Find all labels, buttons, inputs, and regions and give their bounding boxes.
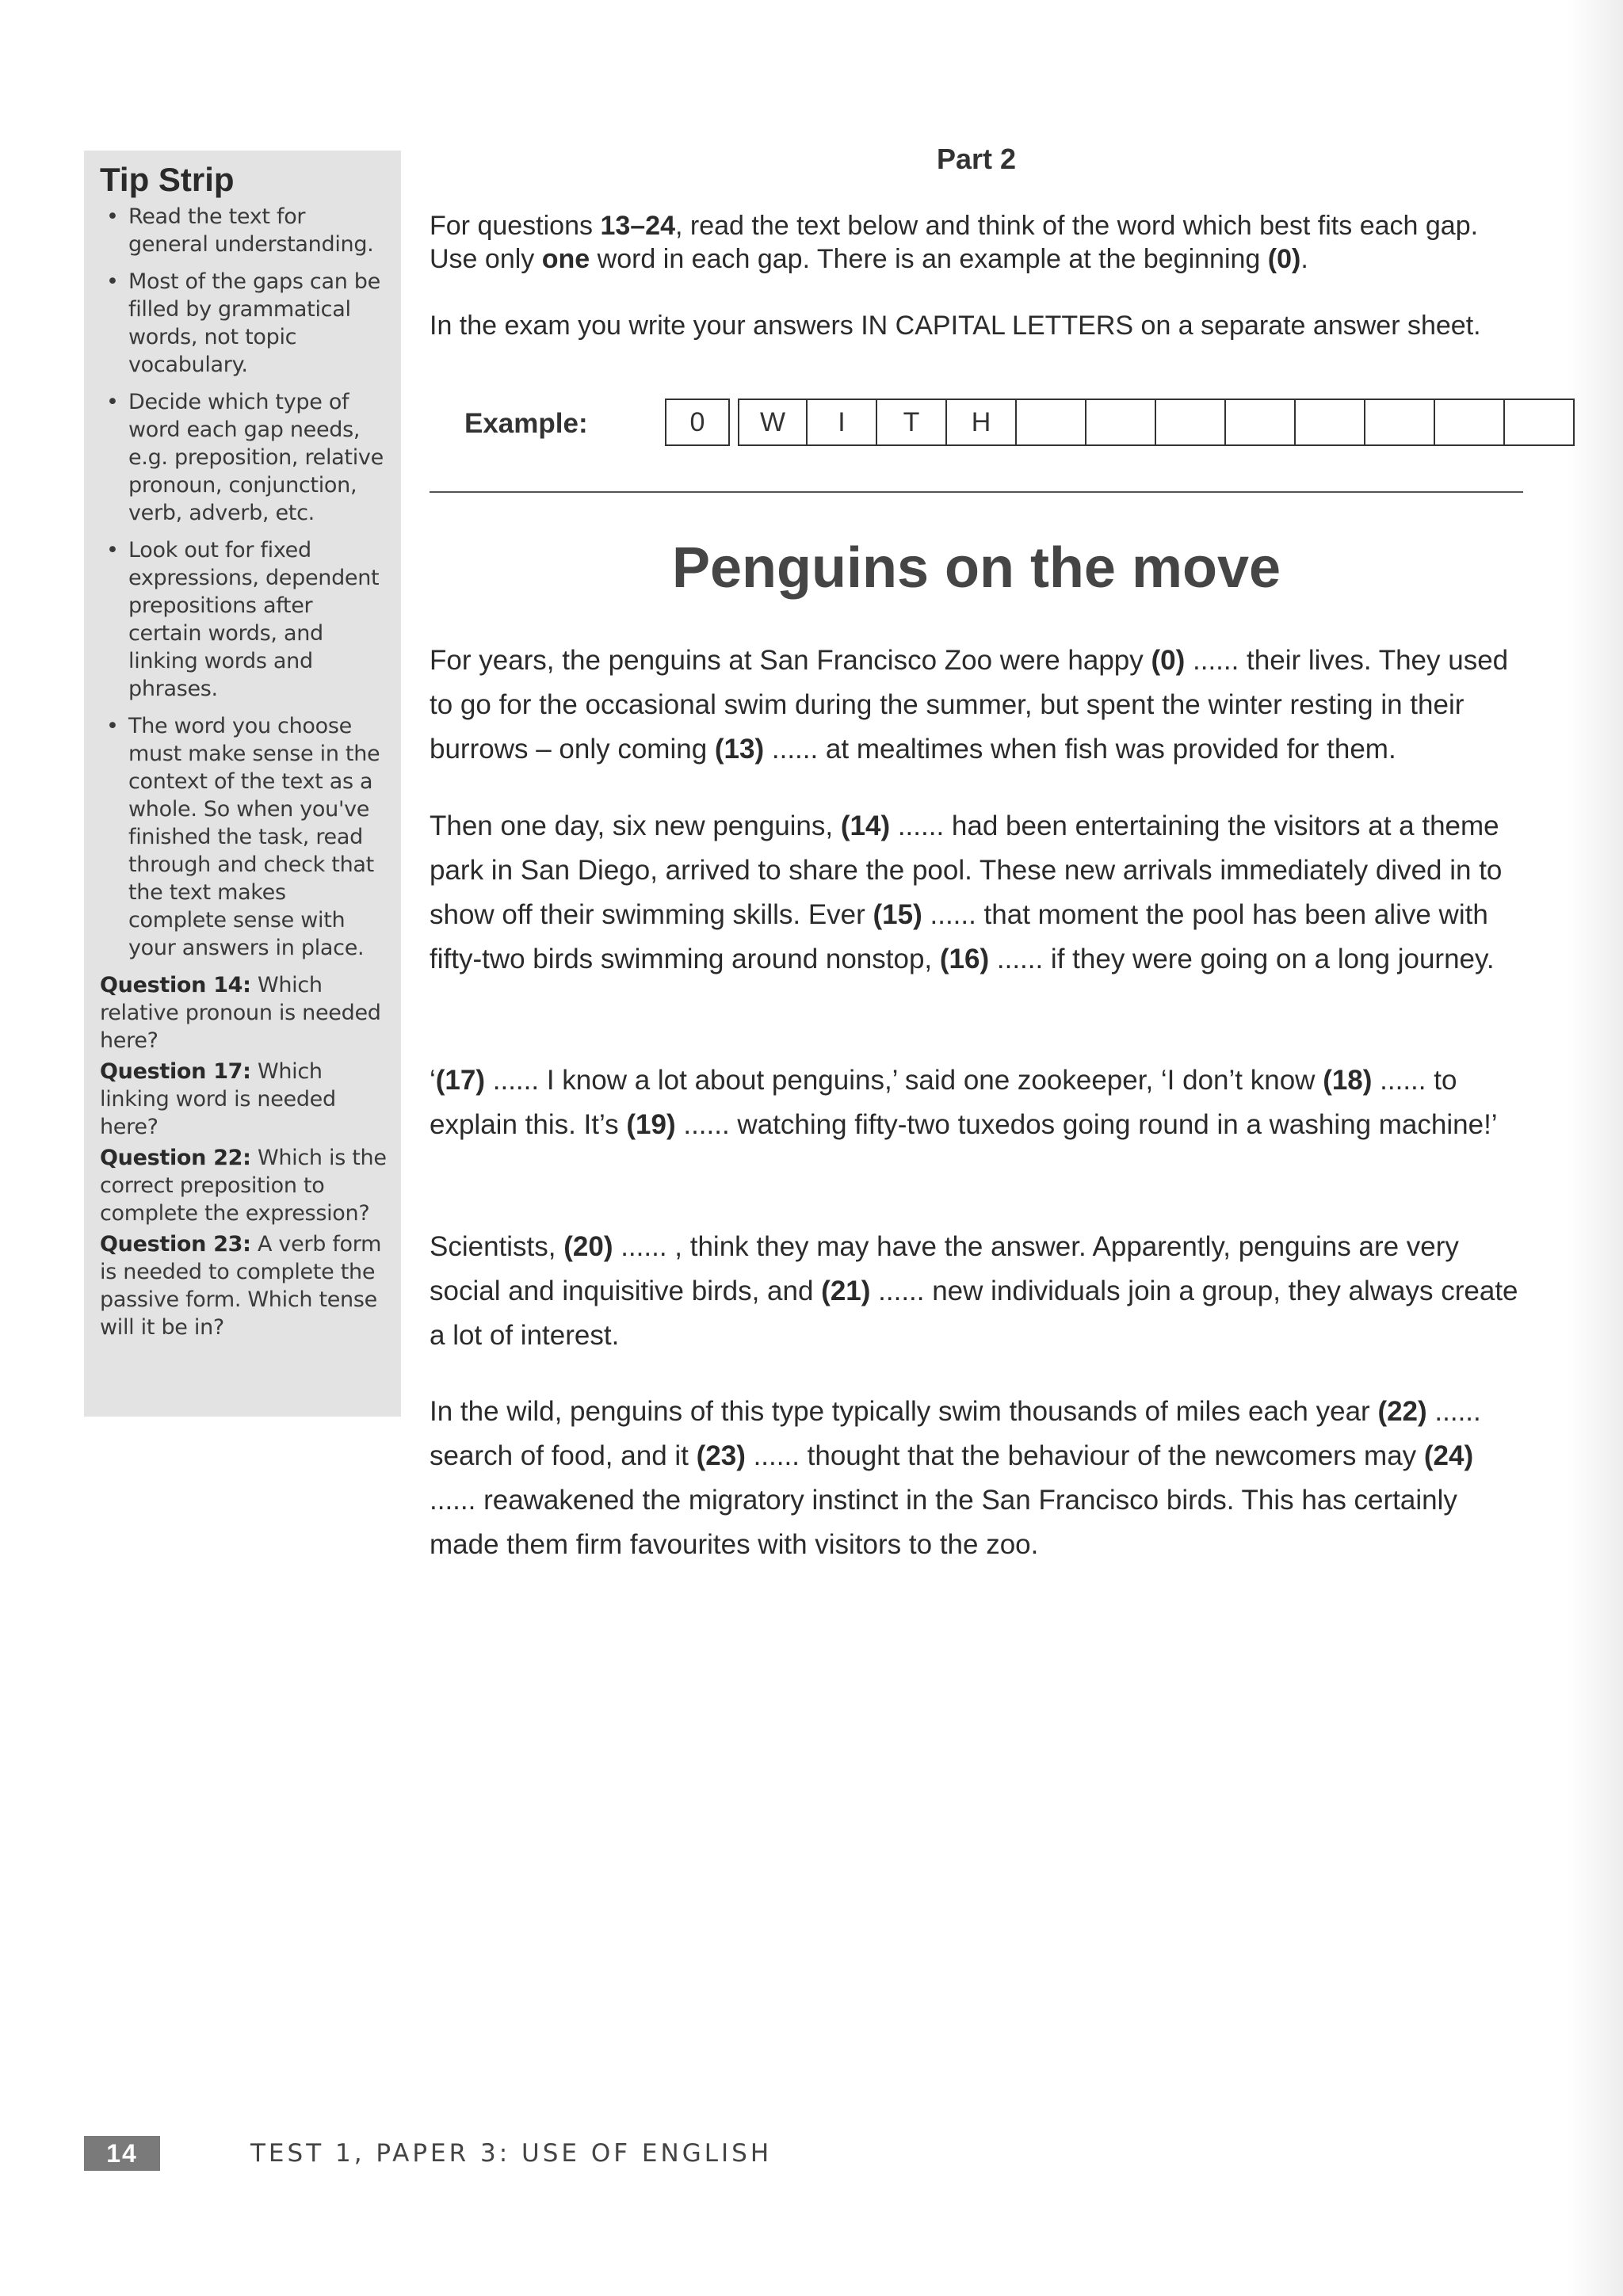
example-letter-box: [1296, 399, 1365, 446]
example-letter-box: H: [947, 399, 1017, 446]
page-edge-shade: [1568, 0, 1623, 2296]
page-number: 14: [84, 2136, 160, 2171]
tip-question-17: Question 17: Which linking word is needed here?: [100, 1059, 336, 1140]
bullet-icon: •: [106, 269, 119, 295]
tip-item: • Decide which type of word each gap needs, e.g. preposition, relative pronoun, conjunction, verb, adverb, etc.: [106, 390, 384, 526]
section-divider: [430, 491, 1523, 493]
example-letter-box: [1156, 399, 1226, 446]
example-letter-box: T: [877, 399, 947, 446]
tip-item: • The word you choose must make sense in the context of the text as a whole. So when you've finished the task, read through and check that the text makes complete sense with your answers in place.: [106, 714, 380, 961]
tip-item: • Most of the gaps can be filled by grammatical words, not topic vocabulary.: [106, 269, 380, 378]
example-label: Example:: [464, 408, 588, 439]
tip-question-22: Question 22: Which is the correct preposition to complete the expression?: [100, 1146, 387, 1226]
bullet-icon: •: [106, 204, 119, 230]
instructions-paragraph: For questions 13–24, read the text below and think of the word which best fits each gap. Use only one word in each gap. There is an example at the beginning (0).: [430, 211, 1479, 274]
running-footer: TEST 1, PAPER 3: USE OF ENGLISH: [250, 2139, 773, 2168]
example-number-box: 0: [665, 399, 730, 446]
tip-strip: [84, 151, 401, 1417]
example-letter-box: [1505, 399, 1575, 446]
example-letter-box: [1017, 399, 1086, 446]
example-answer-boxes: [665, 399, 1575, 446]
article-paragraph-2: Then one day, six new penguins, (14) ...... had been entertaining the visitors at a theme park in San Diego, arrived to share the pool. These new arrivals immediately dived in to show off their swimming skills. Ever (15) ...... that moment the pool has been alive with fifty-two birds swimming around nonstop, (16) ...... if they were going on a long journey.: [430, 810, 1503, 974]
article-paragraph-1: For years, the penguins at San Francisco Zoo were happy (0) ...... their lives. They used to go for the occasional swim during the summer, but spent the winter resting in their burrows – only coming (13) ...... at mealtimes when fish was provided for them.: [430, 645, 1509, 765]
article-paragraph-5: In the wild, penguins of this type typically swim thousands of miles each year (22) ...... search of food, and it (23) ...... thought that the behaviour of the newcomers may (24) ...... reawakened the migratory instinct in the San Francisco birds. This has certainly made them firm favourites with visitors to the zoo.: [430, 1396, 1481, 1560]
example-letter-box: [1435, 399, 1505, 446]
example-row: [464, 399, 991, 449]
example-letter-box: [1365, 399, 1435, 446]
example-letter-box: W: [738, 399, 808, 446]
tip-strip-title: Tip Strip: [100, 161, 235, 198]
bullet-icon: •: [106, 714, 119, 739]
article-paragraph-3: ‘(17) ...... I know a lot about penguins,’ said one zookeeper, ‘I don’t know (18) ...... to explain this. It’s (19) ...... watching fifty-two tuxedos going round in a washing machine!’: [430, 1065, 1498, 1140]
bullet-icon: •: [106, 390, 119, 415]
example-letter-box: I: [808, 399, 877, 446]
tip-item: • Look out for fixed expressions, dependent prepositions after certain words, and linking words and phrases.: [106, 538, 380, 702]
answer-sheet-note: In the exam you write your answers IN CAPITAL LETTERS on a separate answer sheet.: [430, 311, 1481, 341]
tip-question-14: Question 14: Which relative pronoun is needed here?: [100, 973, 381, 1054]
article-title: Penguins on the move: [671, 536, 1281, 600]
example-letter-box: [1226, 399, 1296, 446]
tip-list: [100, 203, 390, 962]
example-letter-box: [1086, 399, 1156, 446]
tip-item: • Read the text for general understanding.: [106, 204, 374, 257]
part-heading: Part 2: [936, 143, 1017, 175]
tip-question-23: Question 23: A verb form is needed to complete the passive form. Which tense will it be in?: [100, 1232, 382, 1341]
bullet-icon: •: [106, 538, 119, 563]
article-paragraph-4: Scientists, (20) ...... , think they may have the answer. Apparently, penguins are very social and inquisitive birds, and (21) ...... new individuals join a group, they always create a lot of interest.: [430, 1231, 1518, 1351]
